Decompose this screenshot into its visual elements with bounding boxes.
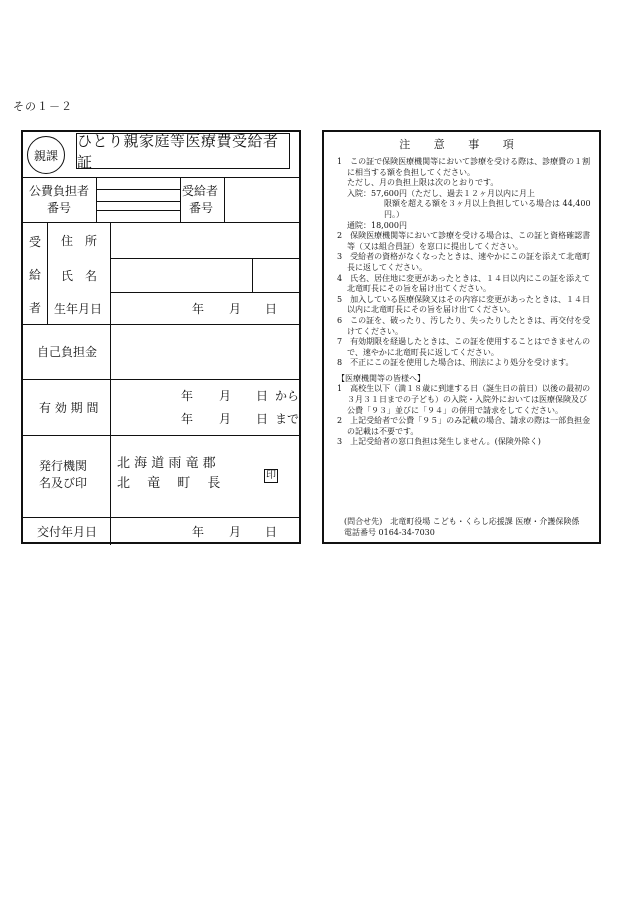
note-item: 2 保険医療機関等において診療を受ける場合は、この証と資格確認書等（又は組合員証）を窓口に提出してください。 xyxy=(337,231,591,251)
contact-line-2: 電話番号 0164-34-7030 xyxy=(344,528,435,537)
section-heading: 【医療機関等の皆様へ】 xyxy=(337,373,425,383)
note-item: 8 不正にこの証を使用した場合は、刑法により処分を受けます。 xyxy=(337,358,574,368)
issue-day-unit: 日 xyxy=(265,525,278,539)
self-pay-label: 自己負担金 xyxy=(37,345,98,359)
note-item: 7 有効期限を経過したときは、この証を使用することはできませんので、速やかに北竜町長に返してください。 xyxy=(337,337,591,357)
divider xyxy=(180,177,181,222)
seal-mark: 印 xyxy=(266,470,276,481)
category-circle xyxy=(27,136,65,174)
valid-to-month: 月 xyxy=(219,412,232,426)
issuer-label-2: 名及び印 xyxy=(39,476,88,490)
certificate-title: ひとり親家庭等医療費受給者証 xyxy=(76,133,290,169)
section-item: 2 上記受給者で公費「９５」のみ記載の場合、請求の際は一部負担金の記載は不要です。 xyxy=(337,416,591,436)
note-item: 1 この証で保険医療機関等において診療を受ける際は、診療費の１割に相当する額を負担してください。 xyxy=(337,157,591,177)
divider xyxy=(96,177,97,222)
recipient-number-label-2: 番号 xyxy=(189,201,214,215)
divider xyxy=(110,292,299,293)
divider xyxy=(252,258,253,292)
note-item: ただし、月の負担上限は次のとおりです。 xyxy=(347,178,499,188)
divider xyxy=(23,517,299,518)
valid-to-year: 年 xyxy=(181,412,194,426)
note-item: 6 この証を、破ったり、汚したり、失ったりしたときは、再交付を受けてください。 xyxy=(337,315,591,336)
birth-day-unit: 日 xyxy=(265,302,278,316)
section-item: 3 上記受給者の窓口負担は発生しません。(保険外除く) xyxy=(337,437,541,447)
divider xyxy=(23,222,299,223)
divider xyxy=(23,324,299,325)
recipient-number-label-1: 受給者 xyxy=(182,184,219,198)
burden-holder-label-2: 番号 xyxy=(47,201,72,215)
note-item: 4 氏名、居住地に変更があったときは、１４日以内にこの証を添えて北竜町長にその旨を届け出てください。 xyxy=(337,273,591,294)
valid-to-suffix: まで xyxy=(275,412,300,426)
issuer-line-2: 北 竜 町 長 xyxy=(117,476,221,491)
divider xyxy=(47,222,48,324)
notes-list xyxy=(337,157,591,448)
note-item: 5 加入している医療保険又はその内容に変更があったときは、１４日以内に北竜町長にその旨を届け出てください。 xyxy=(337,294,591,315)
issuer-label-1: 発行機関 xyxy=(39,459,88,473)
birth-year-unit: 年 xyxy=(192,302,205,316)
valid-to-day: 日 xyxy=(256,412,269,426)
birthdate-label: 生年月日 xyxy=(54,302,103,316)
divider xyxy=(224,177,225,222)
divider xyxy=(96,210,180,211)
burden-holder-label-1: 公費負担者 xyxy=(29,184,90,198)
divider xyxy=(23,177,299,178)
issue-month-unit: 月 xyxy=(229,525,242,539)
issue-year-unit: 年 xyxy=(192,525,205,539)
valid-from-day: 日 xyxy=(256,389,269,403)
divider xyxy=(110,258,299,259)
valid-from-month: 月 xyxy=(219,389,232,403)
issuer-line-1: 北 海 道 雨 竜 郡 xyxy=(117,456,216,471)
recipient-vertical-2: 給 xyxy=(29,268,42,282)
note-item: 3 受給者の資格がなくなったときは、速やかにこの証を添えて北竜町長に返してください。 xyxy=(337,252,591,272)
certificate-card xyxy=(21,130,301,544)
note-item: 通院：18,000円 xyxy=(347,220,407,230)
divider xyxy=(23,379,299,380)
notes-card xyxy=(322,130,601,544)
notes-title: 注 意 事 項 xyxy=(399,138,524,151)
note-item: 限額を超える額を３ヶ月以上負担している場合は 44,400円。） xyxy=(384,199,591,219)
divider xyxy=(23,435,299,436)
contact-line-1: (問合せ先) 北竜町役場 こども・くらし応援課 医療・介護保険係 xyxy=(344,517,580,526)
recipient-vertical-1: 受 xyxy=(29,235,42,249)
valid-from-year: 年 xyxy=(181,389,194,403)
note-item: 入院：57,600円（ただし、過去１２ヶ月以内に月上 xyxy=(347,188,535,198)
validity-label: 有 効 期 間 xyxy=(39,401,99,415)
section-item: 1 高校生以下（満１８歳に到達する日（誕生日の前日）以後の最初の３月３１日までの子ども）の入院・入院外においては医療保険及び公費「９３」並びに「９４」の併用で請求をしてください。 xyxy=(337,384,591,415)
divider xyxy=(96,189,180,190)
name-label: 氏 名 xyxy=(61,269,98,283)
valid-from-suffix: から xyxy=(275,389,300,403)
divider xyxy=(110,222,111,545)
issue-date-label: 交付年月日 xyxy=(37,525,98,539)
category-circle-text: 親課 xyxy=(33,148,58,163)
birth-month-unit: 月 xyxy=(229,302,242,316)
page-label: その１－２ xyxy=(13,100,73,113)
contact-info xyxy=(344,516,579,538)
divider xyxy=(96,201,180,202)
recipient-vertical-3: 者 xyxy=(29,301,42,315)
address-label: 住 所 xyxy=(61,234,98,248)
